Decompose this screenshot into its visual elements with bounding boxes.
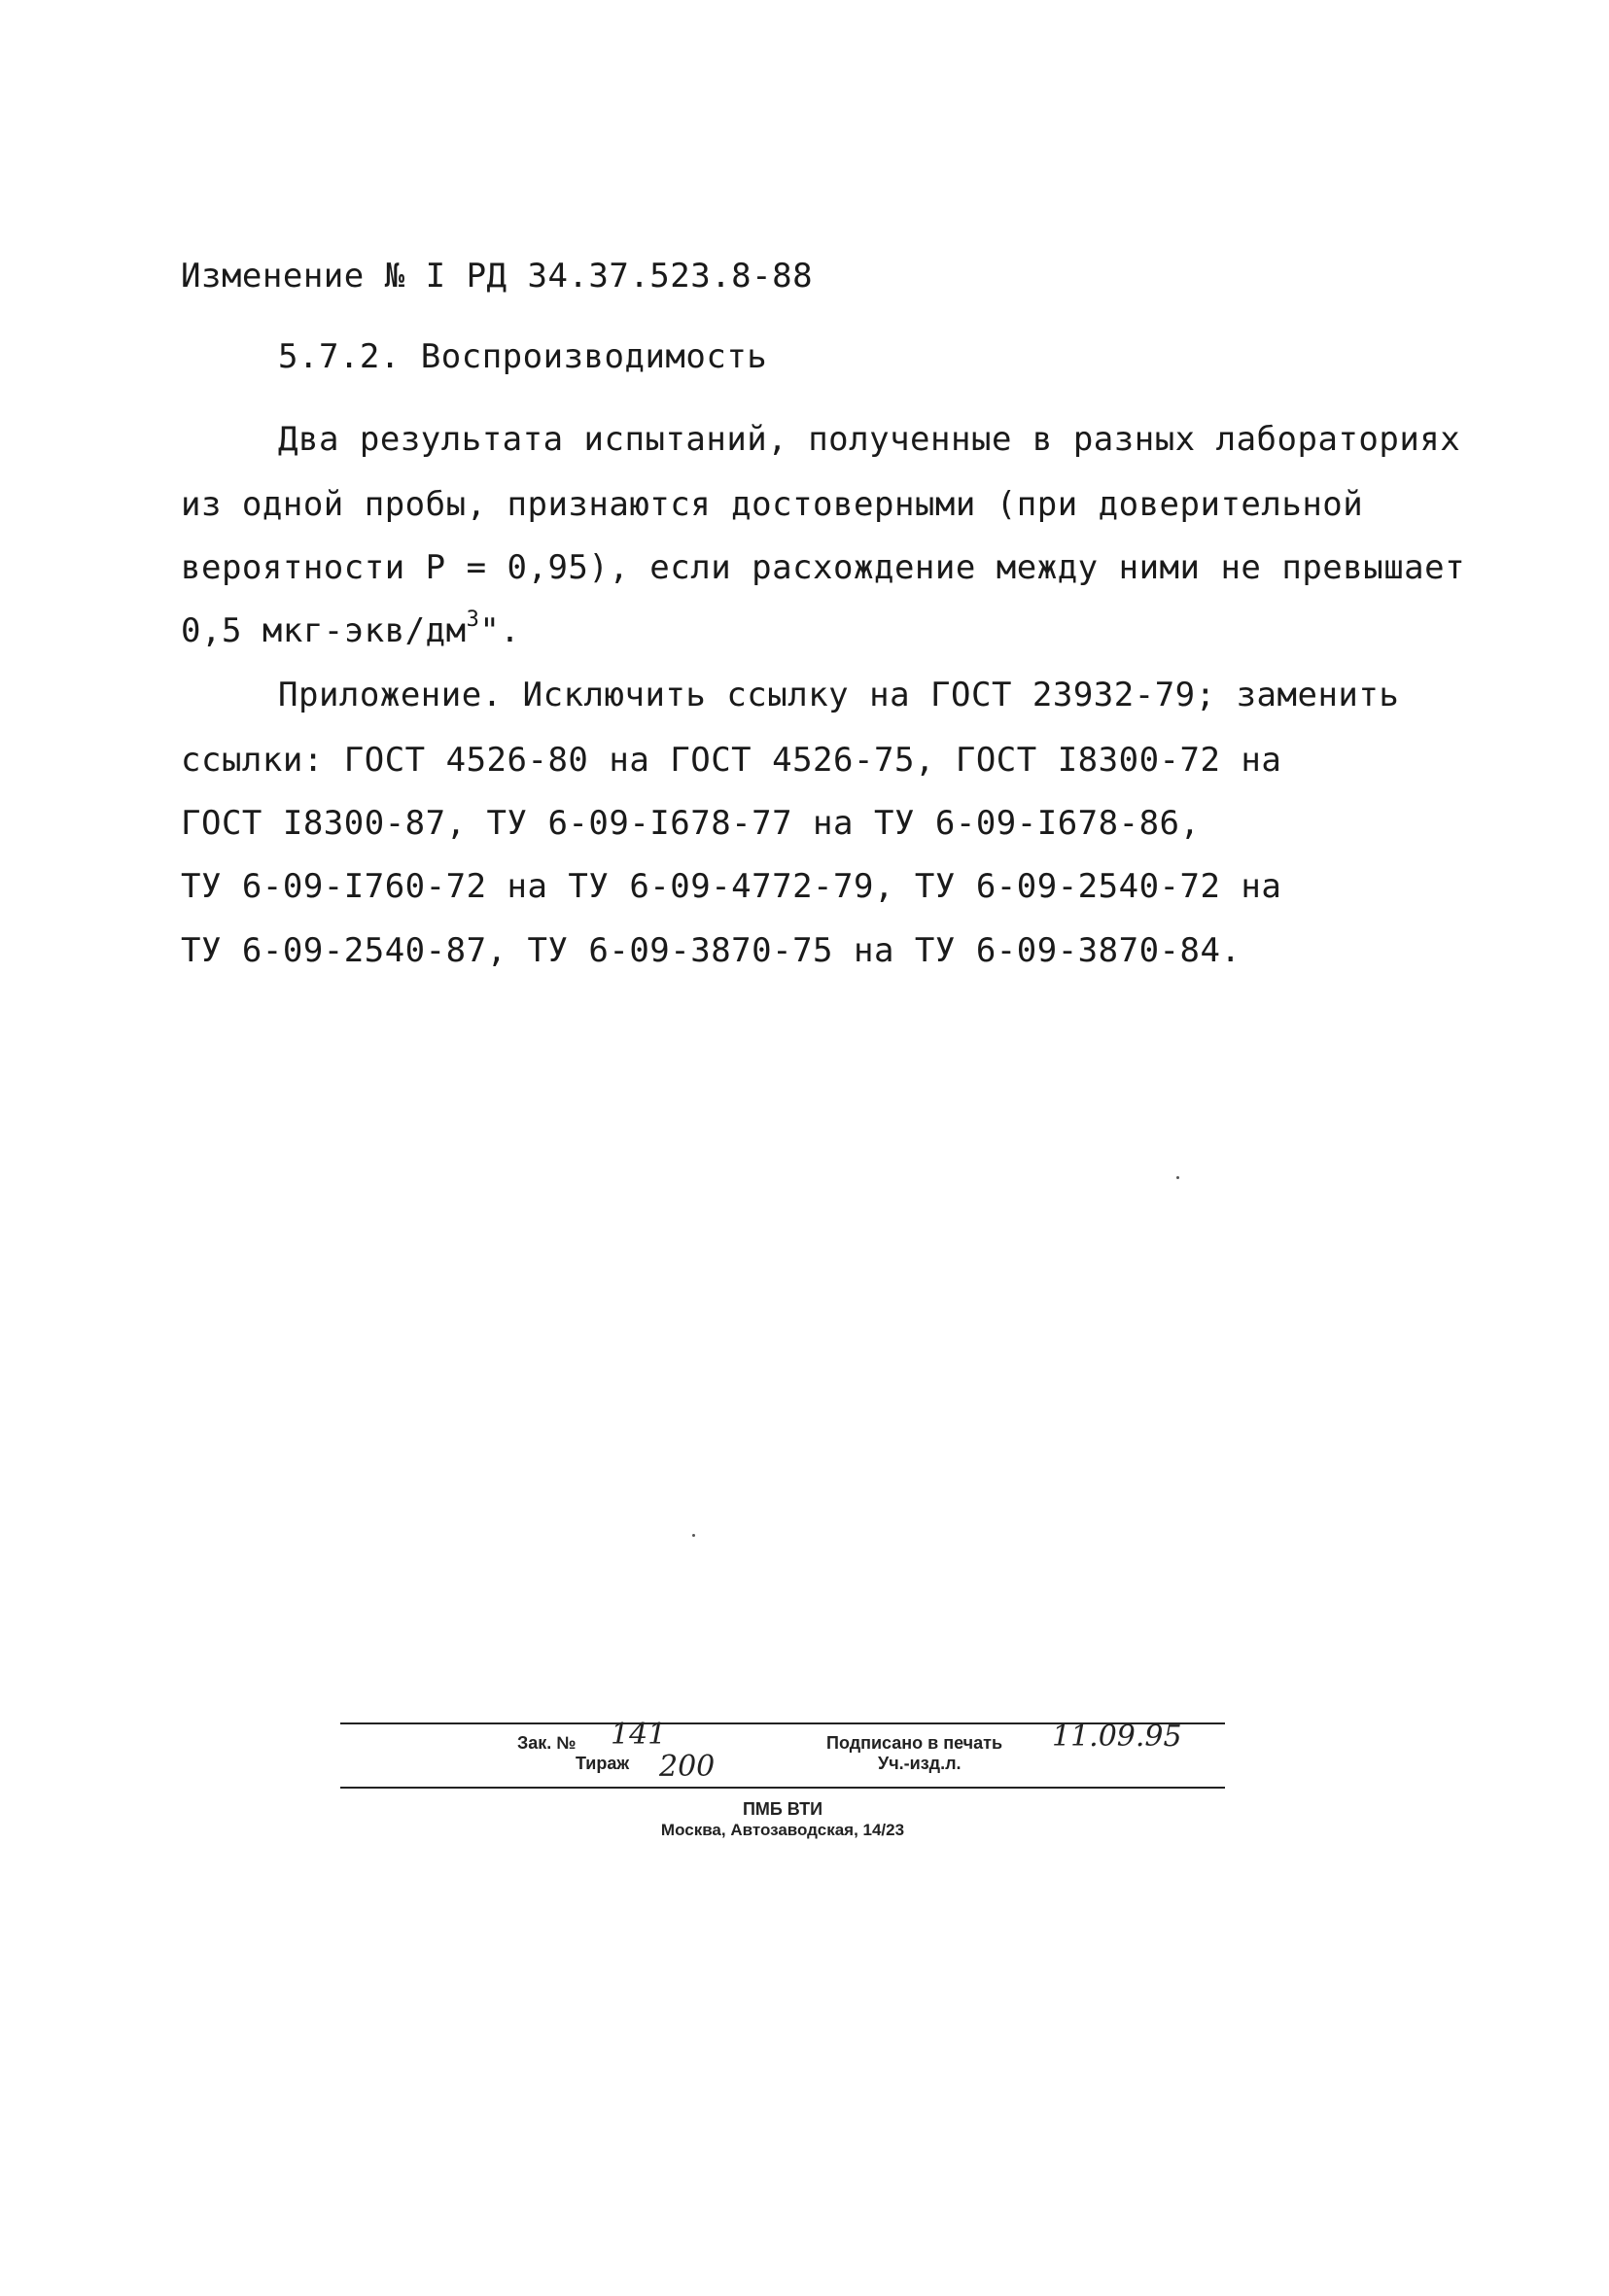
paragraph1-line3: вероятности Р = 0,95), если расхождение между ними не превышает bbox=[181, 548, 1466, 587]
paragraph1-line4 bbox=[181, 609, 520, 652]
paragraph1-line4-end: ". bbox=[479, 611, 521, 650]
print-run-value: 200 bbox=[659, 1750, 716, 1784]
superscript-3: 3 bbox=[466, 608, 480, 632]
order-value: 141 bbox=[611, 1718, 667, 1752]
scan-speck bbox=[1176, 1176, 1179, 1179]
paragraph1-line2: из одной пробы, признаются достоверными (при доверительной bbox=[181, 485, 1364, 524]
scan-speck bbox=[692, 1534, 695, 1537]
publisher: ПМБ ВТИ bbox=[742, 1799, 823, 1819]
paragraph2-line1: Приложение. Исключить ссылку на ГОСТ 23932-79; заменить bbox=[278, 676, 1400, 714]
paragraph2-line3: ГОСТ I8300-87, ТУ 6-09-I678-77 на ТУ 6-09-I678-86, bbox=[181, 804, 1201, 843]
paragraph1-line4-text: 0,5 мкг-экв/дм bbox=[181, 611, 467, 650]
signed-label: Подписано в печать bbox=[826, 1733, 1003, 1753]
imprint-bottom-rule bbox=[340, 1787, 1225, 1789]
publisher-address: Москва, Автозаводская, 14/23 bbox=[660, 1821, 905, 1839]
paragraph2-line4: ТУ 6-09-I760-72 на ТУ 6-09-4772-79, ТУ 6-09-2540-72 на bbox=[181, 867, 1282, 906]
signed-value: 11.09.95 bbox=[1052, 1720, 1182, 1754]
paragraph1-line1: Два результата испытаний, полученные в разных лабораториях bbox=[278, 420, 1461, 459]
edition-label: Уч.-изд.л. bbox=[878, 1754, 962, 1773]
order-label: Зак. № bbox=[517, 1733, 577, 1753]
section-title: 5.7.2. Воспроизводимость bbox=[278, 337, 768, 376]
print-run-label: Тираж bbox=[576, 1754, 630, 1773]
paragraph2-line5: ТУ 6-09-2540-87, ТУ 6-09-3870-75 на ТУ 6-09-3870-84. bbox=[181, 931, 1242, 970]
document-header: Изменение № I РД 34.37.523.8-88 bbox=[181, 257, 814, 296]
paragraph2-line2: ссылки: ГОСТ 4526-80 на ГОСТ 4526-75, ГОСТ I8300-72 на bbox=[181, 741, 1282, 780]
